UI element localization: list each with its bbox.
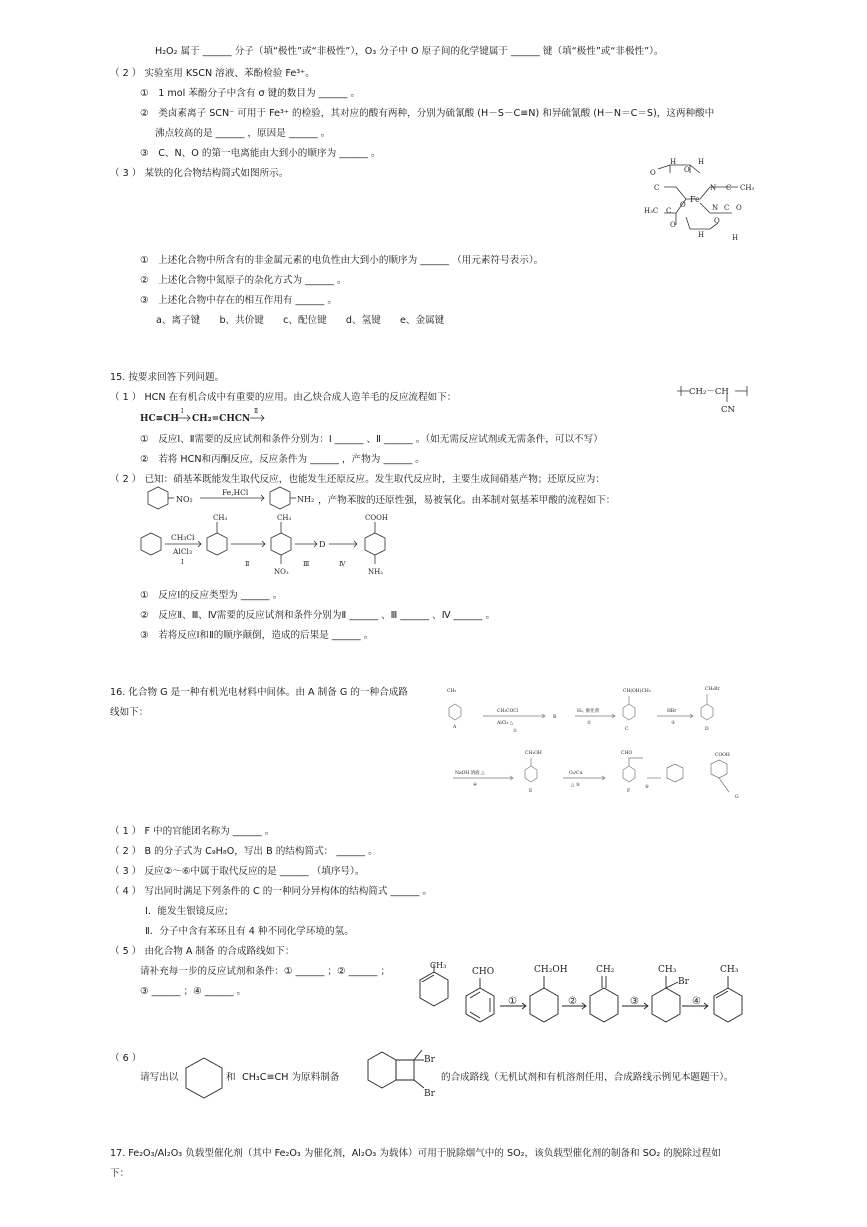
q15-part2-heading-cont: ，产物苯胺的还原性强，易被氧化。由苯制对氨基苯甲酸的流程如下： (318, 495, 616, 506)
atom-label: N (712, 204, 719, 212)
q14-part3-item1: ① 上述化合物中所含有的非金属元素的电负性由大到小的顺序为 ______ （用元素符号表示）。 (140, 255, 544, 266)
svg-text:CH₃COCl: CH₃COCl (497, 709, 519, 714)
svg-text:①: ① (513, 729, 518, 734)
atom-label: O (650, 169, 656, 177)
q14-part3-item2: ② 上述化合物中氮原子的杂化方式为 ______ 。 (140, 275, 347, 286)
q15-title: 15. 按要求回答下列问题。 (110, 372, 225, 383)
nitro-group: NO₂ (274, 568, 289, 576)
step-label: Ⅰ (181, 558, 184, 566)
q16-part3: （ 3 ） 反应②～⑥中属于取代反应的是 ______ （填序号）。 (110, 866, 365, 877)
q15-part2-item1: ① 反应Ⅰ的反应类型为 ______ 。 (140, 590, 283, 601)
methylcyclohexene-synthesis-route (460, 960, 760, 1030)
q15-part2-item3: ③ 若将反应Ⅰ和Ⅱ的顺序颠倒，造成的后果是 ______ 。 (140, 630, 374, 641)
amino-group: NH₂ (297, 495, 315, 504)
compound-g-synthesis-route-figure (445, 680, 765, 810)
reaction-step-label: Ⅰ (181, 408, 184, 415)
aldehyde-group: CHO (472, 967, 495, 977)
bromine-label: Br (424, 1089, 435, 1099)
catalyst-alcl3: AlCl₃ (173, 547, 192, 556)
svg-text:A: A (453, 725, 457, 730)
q14-options: a、离子键 b、共价键 c、配位键 d、氢键 e、金属键 (156, 315, 445, 326)
iron-complex-structure-figure (640, 155, 760, 245)
q16-part6-text-a: 请写出以 (140, 1072, 179, 1083)
svg-text:⑥: ⑥ (645, 785, 650, 790)
atom-label: O (714, 217, 720, 225)
q16-condition-1: Ⅰ．能发生银镜反应; (145, 906, 228, 917)
atom-label: O (670, 221, 676, 229)
atom-label: O (680, 201, 686, 209)
methyl-label: CH₃ (277, 514, 292, 522)
carboxyl-group: COOH (365, 514, 388, 522)
atom-label: O (684, 166, 690, 174)
polymer-main-chain: CH₂－CH (689, 387, 729, 397)
step-label: Ⅳ (339, 560, 346, 568)
p-aminobenzoic-acid-synthesis-flow (135, 508, 415, 586)
svg-text:HBr: HBr (667, 709, 677, 714)
methyl-label: CH₃ (720, 965, 739, 975)
q15-part1-heading: （ 1 ） HCN 在有机合成中有重要的应用。由乙炔合成人造羊毛的反应流程如下： (110, 392, 457, 403)
q14-part2-heading: （ 2 ） 实验室用 KSCN 溶液、苯酚检验 Fe³⁺。 (110, 68, 315, 79)
q16-part5: （ 5 ） 由化合物 A 制备 的合成路线如下： (110, 946, 295, 957)
methylene-group: CH₂ (596, 965, 615, 975)
acetylene-reaction-equation (140, 403, 280, 425)
q16-condition-2: Ⅱ．分子中含有苯环且有 4 种不同化学环境的氢。 (145, 926, 354, 937)
methyl-label: CH₃ (213, 514, 228, 522)
q14-part2-item1: ① 1 mol 苯酚分子中含有 σ 键的数目为 ______ 。 (140, 88, 361, 99)
q17-intro-line2: 下： (110, 1168, 130, 1179)
atom-label: H (670, 158, 677, 166)
q15-part1-item2: ② 若将 HCN和丙酮反应，反应条件为 ______ ，产物为 ______ 。 (140, 454, 425, 465)
route-step-number: ③ (630, 996, 639, 1007)
svg-text:△ ⑤: △ ⑤ (571, 783, 580, 788)
svg-text:④: ④ (473, 783, 478, 788)
svg-text:E: E (529, 789, 533, 794)
atom-label: H (732, 234, 739, 242)
route-step-number: ① (508, 996, 517, 1007)
reagent-fe-hcl: Fe,HCl (222, 488, 249, 497)
q14-part2-item2: ② 类卤素离子 SCN⁻ 可用于 Fe³⁺ 的检验，其对应的酸有两种，分别为硫氰酸 (H－S－C≡N) 和异硫氰酸 (H－N＝C＝S)，这两种酸中 (140, 108, 715, 119)
reactant-acetylene: HC≡CH (140, 414, 179, 424)
atom-label: C (654, 184, 660, 192)
reagent-ch3cl: CH₃Cl (171, 533, 195, 542)
atom-label: N (710, 184, 717, 192)
q14-line-h2o2: H₂O₂ 属于 ______ 分子（填“极性”或“非极性”），O₃ 分子中 O 原子间的化学键属于 ______ 键（填“极性”或“非极性”）。 (155, 46, 664, 57)
svg-text:CH₂OH: CH₂OH (525, 751, 542, 756)
atom-label: Fe (690, 195, 700, 204)
svg-text:B: B (553, 715, 557, 720)
atom-label: H (698, 158, 705, 166)
intermediate-acrylonitrile: CH₂=CHCN (192, 414, 251, 424)
hydroxymethyl-group: CH₂OH (534, 965, 568, 975)
q17-intro-line1: 17. Fe₂O₃/Al₂O₃ 负载型催化剂（其中 Fe₂O₃ 为催化剂，Al₂O₃ 为载体）可用于脱除烟气中的 SO₂，该负载型催化剂的制备和 SO₂ 的脱除过程如 (110, 1148, 721, 1159)
atom-label: H₃C (644, 207, 659, 215)
amino-group: NH₂ (368, 568, 384, 576)
q15-part2-heading: （ 2 ） 已知：硝基苯既能发生取代反应，也能发生还原反应。发生取代反应时，主要生成间硝基产物；还原反应为： (110, 474, 605, 485)
atom-label: CH₃ (740, 184, 755, 192)
q16-part5-line2: ③ ______ ；④ ______ 。 (140, 986, 247, 997)
dibromo-bicyclic-product-structure (362, 1040, 440, 1106)
q16-title: 16. 化合物 G 是一种有机光电材料中间体。由 A 制备 G 的一种合成路 (110, 687, 408, 698)
atom-label: C (724, 204, 730, 212)
nitro-group: NO₂ (176, 495, 193, 504)
intermediate-d: D (319, 540, 326, 549)
svg-text:CH₃: CH₃ (447, 689, 457, 694)
route-step-number: ④ (692, 996, 701, 1007)
q16-part1: （ 1 ） F 中的官能团名称为 ______ 。 (110, 826, 275, 837)
methylcyclohexene-target-structure (412, 960, 462, 1020)
q15-part2-item2: ② 反应Ⅱ、Ⅲ、Ⅳ需要的反应试剂和条件分别为Ⅱ ______ 、Ⅲ ______ 、Ⅳ ______ 。 (140, 610, 496, 621)
cyclohexene-reactant-structure (182, 1054, 228, 1102)
q16-part4: （ 4 ） 写出同时满足下列条件的 C 的一种同分异构体的结构简式 ______ 。 (110, 886, 432, 897)
bromine-label: Br (424, 1055, 435, 1065)
methyl-label: CH₃ (658, 965, 677, 975)
step-label: Ⅲ (303, 560, 310, 568)
atom-label: C (726, 184, 732, 192)
atom-label: H (698, 231, 705, 239)
svg-text:AlCl₃ △: AlCl₃ △ (497, 721, 514, 726)
svg-text:C: C (625, 727, 629, 732)
q16-part6-number: （ 6 ） (110, 1053, 142, 1064)
q14-part2-item3: ③ C、N、O 的第一电离能由大到小的顺序为 ______ 。 (140, 148, 381, 159)
atom-label: O (736, 204, 742, 212)
q16-part6-text-c: CH₃C≡CH 为原料制备 (242, 1072, 340, 1083)
svg-text:G: G (735, 795, 739, 800)
q15-part1-item1: ① 反应Ⅰ、Ⅱ需要的反应试剂和条件分别为：Ⅰ ______ 、Ⅱ ______ 。（如无需反应试剂或无需条件，可以不写） (140, 434, 603, 445)
q16-part6-text-b: 和 (226, 1072, 236, 1083)
svg-text:F: F (627, 789, 631, 794)
q14-part3-item3: ③ 上述化合物中存在的相互作用有 ______ 。 (140, 295, 337, 306)
q16-title-cont: 线如下： (110, 707, 149, 718)
polymer-cn-group: CN (721, 405, 735, 415)
q14-part2-item2-cont: 沸点较高的是 ______ ，原因是 ______ 。 (155, 128, 331, 139)
svg-text:H₂, 催化剂: H₂, 催化剂 (577, 709, 600, 714)
reaction-step-label: Ⅱ (254, 408, 259, 415)
svg-text:CH(OH)CH₃: CH(OH)CH₃ (623, 689, 651, 694)
svg-text:③: ③ (671, 721, 676, 726)
svg-text:NaOH 溶液 △: NaOH 溶液 △ (455, 771, 485, 776)
bromine-label: Br (678, 977, 689, 987)
q16-part6-text-d: 的合成路线（无机试剂和有机溶剂任用，合成路线示例见本题题干）。 (441, 1072, 734, 1083)
polyacrylonitrile-structure (675, 380, 765, 416)
svg-text:O₂/Cu: O₂/Cu (569, 771, 583, 776)
step-label: Ⅱ (245, 560, 250, 568)
route-step-number: ② (568, 996, 577, 1007)
q16-part2: （ 2 ） B 的分子式为 C₉H₈O，写出 B 的结构简式： ______ 。 (110, 846, 378, 857)
svg-text:COOH: COOH (715, 753, 730, 758)
svg-text:CH₂Br: CH₂Br (705, 687, 720, 692)
q14-part3-heading: （ 3 ） 某铁的化合物结构简式如图所示。 (110, 168, 289, 179)
svg-text:②: ② (587, 721, 592, 726)
methyl-label: CH₃ (430, 961, 447, 970)
svg-text:CHO: CHO (621, 751, 633, 756)
svg-text:D: D (705, 727, 709, 732)
q16-part5-line1: 请补充每一步的反应试剂和条件：① ______ ；② ______ ； (140, 966, 391, 977)
atom-label: C (666, 207, 672, 215)
